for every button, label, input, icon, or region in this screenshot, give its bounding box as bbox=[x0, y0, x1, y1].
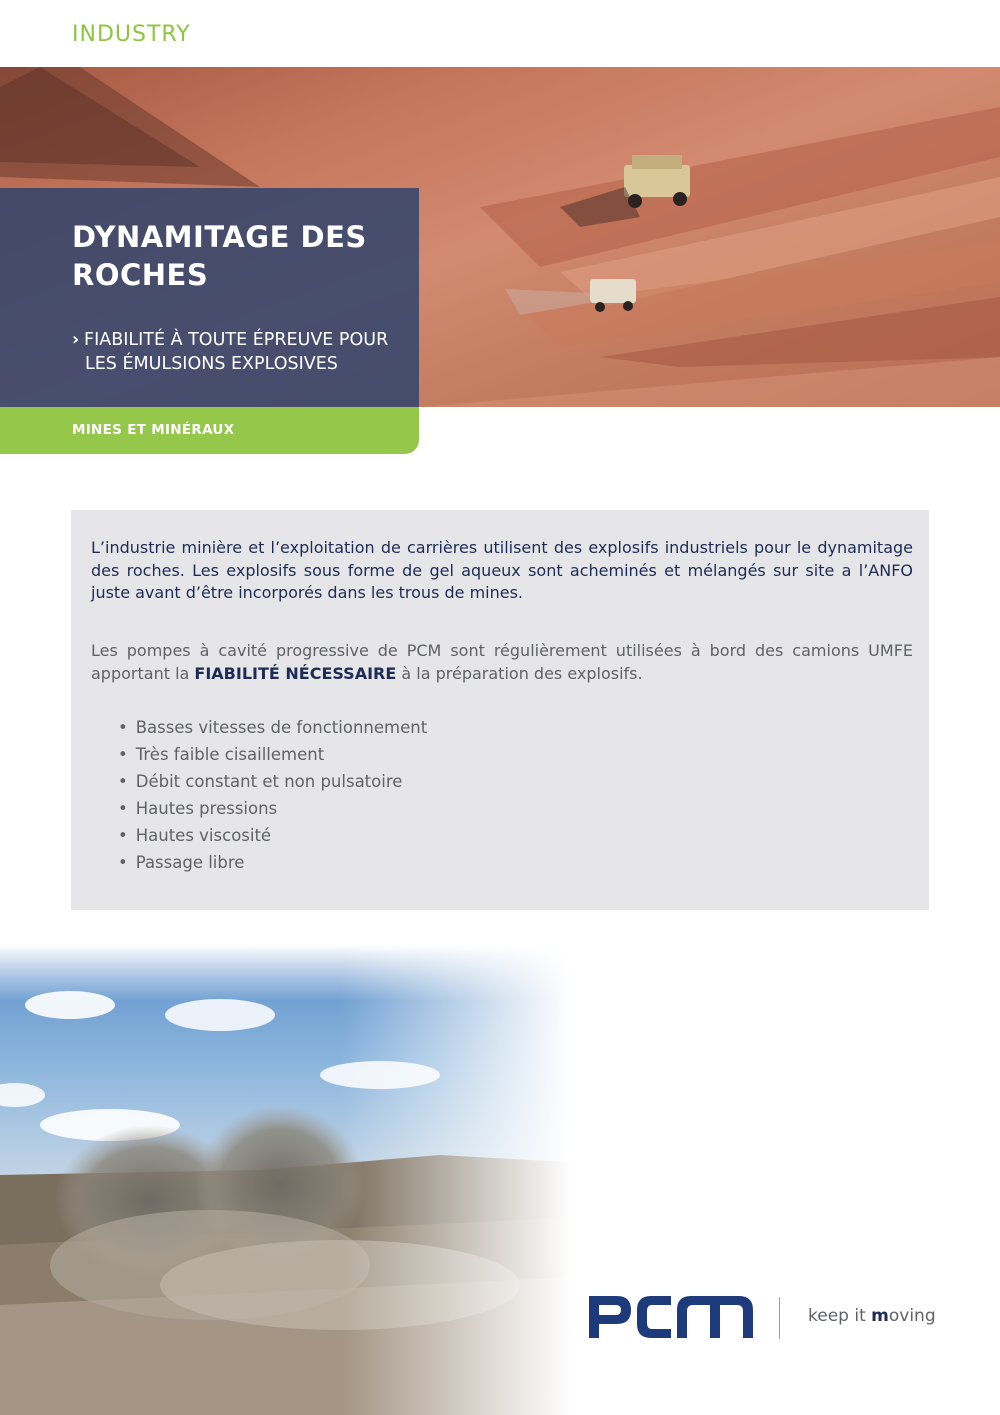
tagline-start: keep it bbox=[808, 1306, 872, 1326]
category-label: MINES ET MINÉRAUX bbox=[72, 422, 235, 438]
page-subtitle bbox=[72, 328, 412, 376]
subtitle-line-2: LES ÉMULSIONS EXPLOSIVES bbox=[85, 354, 338, 374]
body-text-end: à la préparation des explosifs. bbox=[396, 663, 643, 683]
list-item: • Hautes viscosité bbox=[118, 822, 427, 849]
title-line-1: DYNAMITAGE DES bbox=[72, 220, 367, 254]
list-item: • Très faible cisaillement bbox=[118, 741, 427, 768]
list-item: • Basses vitesses de fonctionnement bbox=[118, 714, 427, 741]
body-paragraph bbox=[91, 640, 913, 685]
page-title bbox=[72, 218, 402, 294]
list-item: • Passage libre bbox=[118, 849, 427, 876]
pcm-logo bbox=[587, 1292, 757, 1342]
body-highlight: FIABILITÉ NÉCESSAIRE bbox=[194, 663, 397, 683]
feature-list bbox=[118, 714, 427, 876]
chevron-right-icon: › bbox=[72, 330, 80, 350]
logo-divider bbox=[779, 1297, 780, 1339]
list-item: • Hautes pressions bbox=[118, 795, 427, 822]
subtitle-line-1: FIABILITÉ À TOUTE ÉPREUVE POUR bbox=[84, 330, 389, 350]
body-text-start: Les pompes à cavité progressive de PCM sont régulièrement utilisées à bord des camions UMFE apportant la bbox=[91, 641, 913, 683]
tagline-m: m bbox=[871, 1306, 889, 1326]
title-line-2: ROCHES bbox=[72, 258, 209, 292]
section-label: INDUSTRY bbox=[72, 22, 191, 47]
tagline bbox=[808, 1306, 936, 1326]
list-item: • Débit constant et non pulsatoire bbox=[118, 768, 427, 795]
blast-photo bbox=[0, 945, 620, 1415]
tagline-end: oving bbox=[888, 1306, 936, 1326]
intro-paragraph: L’industrie minière et l’exploitation de carrières utilisent des explosifs industriels pour le dynamitage des roches. Les explosifs sous forme de gel aqueux sont acheminés et mélangés sur site a l’ANFO juste avant d’être incorporés dans les trous de mines. bbox=[91, 538, 913, 602]
